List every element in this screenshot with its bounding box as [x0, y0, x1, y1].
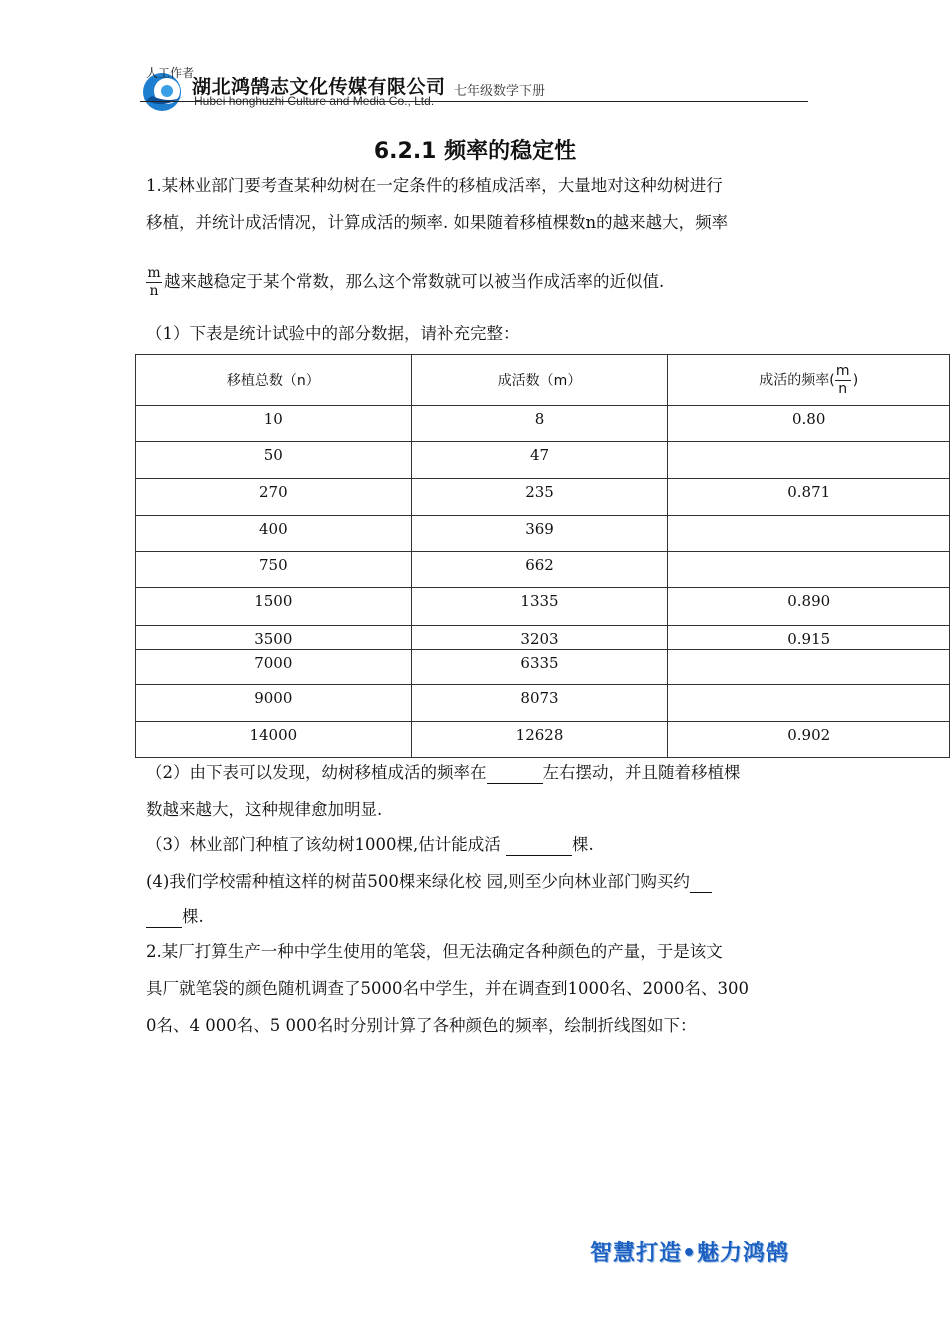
cell-frequency: 0.890 [668, 588, 950, 626]
page-title: 6.2.1 频率的稳定性 [373, 139, 577, 164]
company-name-en: Hubei honghuzhi Culture and Media Co., Ltd. [194, 94, 435, 108]
answer-blank-survive-count[interactable] [506, 835, 572, 856]
cell-frequency[interactable] [668, 685, 950, 722]
table-row [136, 479, 950, 516]
cell-survived: 369 [411, 516, 668, 552]
cell-total: 270 [136, 479, 412, 516]
q1-sub4-line1: (4)我们学校需种植这样的树苗500棵来绿化校 园,则至少向林业部门购买约 [146, 872, 712, 893]
header-total: 移植总数（n） [136, 355, 412, 406]
cell-total: 750 [136, 552, 412, 588]
table-row [136, 516, 950, 552]
cell-total: 1500 [136, 588, 412, 626]
data-table [135, 354, 950, 758]
cell-frequency: 0.902 [668, 722, 950, 758]
header-rule [140, 101, 808, 102]
cell-total: 10 [136, 406, 412, 442]
cell-total: 9000 [136, 685, 412, 722]
company-name-cn: 湖北鸿鹄志文化传媒有限公司 [192, 76, 446, 98]
answer-blank-frequency[interactable] [487, 763, 543, 784]
table-row [136, 406, 950, 442]
q2-line1: 2.某厂打算生产一种中学生使用的笔袋，但无法确定各种颜色的产量，于是该文 [146, 942, 723, 961]
table-row [136, 588, 950, 626]
cell-survived: 8 [411, 406, 668, 442]
cell-frequency[interactable] [668, 650, 950, 685]
table-row [136, 442, 950, 479]
table-header-row [136, 355, 950, 406]
cell-frequency[interactable] [668, 552, 950, 588]
cell-survived: 12628 [411, 722, 668, 758]
answer-blank-buy-count-b[interactable] [146, 907, 182, 928]
q1-line2: 移植，并统计成活情况，计算成活的频率. 如果随着移植棵数n的越来越大，频率 [146, 213, 729, 232]
cell-frequency: 0.80 [668, 406, 950, 442]
cell-survived: 6335 [411, 650, 668, 685]
q1-line1: 1.某林业部门要考查某种幼树在一定条件的移植成活率，大量地对这种幼树进行 [146, 176, 723, 195]
cell-survived: 3203 [411, 626, 668, 650]
table-row [136, 685, 950, 722]
cell-frequency: 0.871 [668, 479, 950, 516]
q1-sub1: （1）下表是统计试验中的部分数据，请补充完整： [146, 324, 520, 343]
q1-sub2-line2: 数越来越大，这种规律愈加明显. [146, 800, 383, 819]
q1-line3: $\frac{m}{n}$ 越来越稳定于某个常数，那么这个常数就可以被当作成活率的近似值. [147, 265, 665, 299]
footer-slogan: 智慧打造•魅力鸿鹄 [590, 1241, 790, 1266]
cell-survived: 47 [411, 442, 668, 479]
cell-total: 400 [136, 516, 412, 552]
fraction-m-over-n: $\frac{m}{n}$ [147, 265, 161, 299]
book-title: 七年级数学下册 [454, 84, 546, 99]
cell-total: 7000 [136, 650, 412, 685]
page-header [140, 66, 808, 106]
header-survived: 成活数（m） [411, 355, 668, 406]
table-row [136, 722, 950, 758]
table-row [136, 552, 950, 588]
answer-blank-buy-count-a[interactable] [690, 872, 712, 893]
cell-total: 14000 [136, 722, 412, 758]
table-row [136, 626, 950, 650]
q2-line2: 具厂就笔袋的颜色随机调查了5000名中学生，并在调查到1000名、2000名、300 [146, 979, 749, 998]
cell-frequency[interactable] [668, 442, 950, 479]
cell-frequency: 0.915 [668, 626, 950, 650]
cell-survived: 1335 [411, 588, 668, 626]
cell-survived: 662 [411, 552, 668, 588]
q1-sub2-line1: （2）由下表可以发现，幼树移植成活的频率在 左右摆动，并且随着移植棵 [146, 763, 741, 782]
table-row [136, 650, 950, 685]
header-frequency: 成活的频率( $\frac{m}{n}$ ) [668, 355, 950, 406]
cell-total: 3500 [136, 626, 412, 650]
q1-sub3: （3）林业部门种植了该幼树1000棵,估计能成活 棵. [146, 835, 594, 854]
q2-line3: 0名、4 000名、5 000名时分别计算了各种颜色的频率，绘制折线图如下： [146, 1016, 697, 1035]
q1-sub4-line2: 棵. [146, 907, 204, 928]
cell-survived: 8073 [411, 685, 668, 722]
cell-total: 50 [136, 442, 412, 479]
cell-frequency[interactable] [668, 516, 950, 552]
cell-survived: 235 [411, 479, 668, 516]
author-label: 人工作者 [146, 66, 195, 80]
